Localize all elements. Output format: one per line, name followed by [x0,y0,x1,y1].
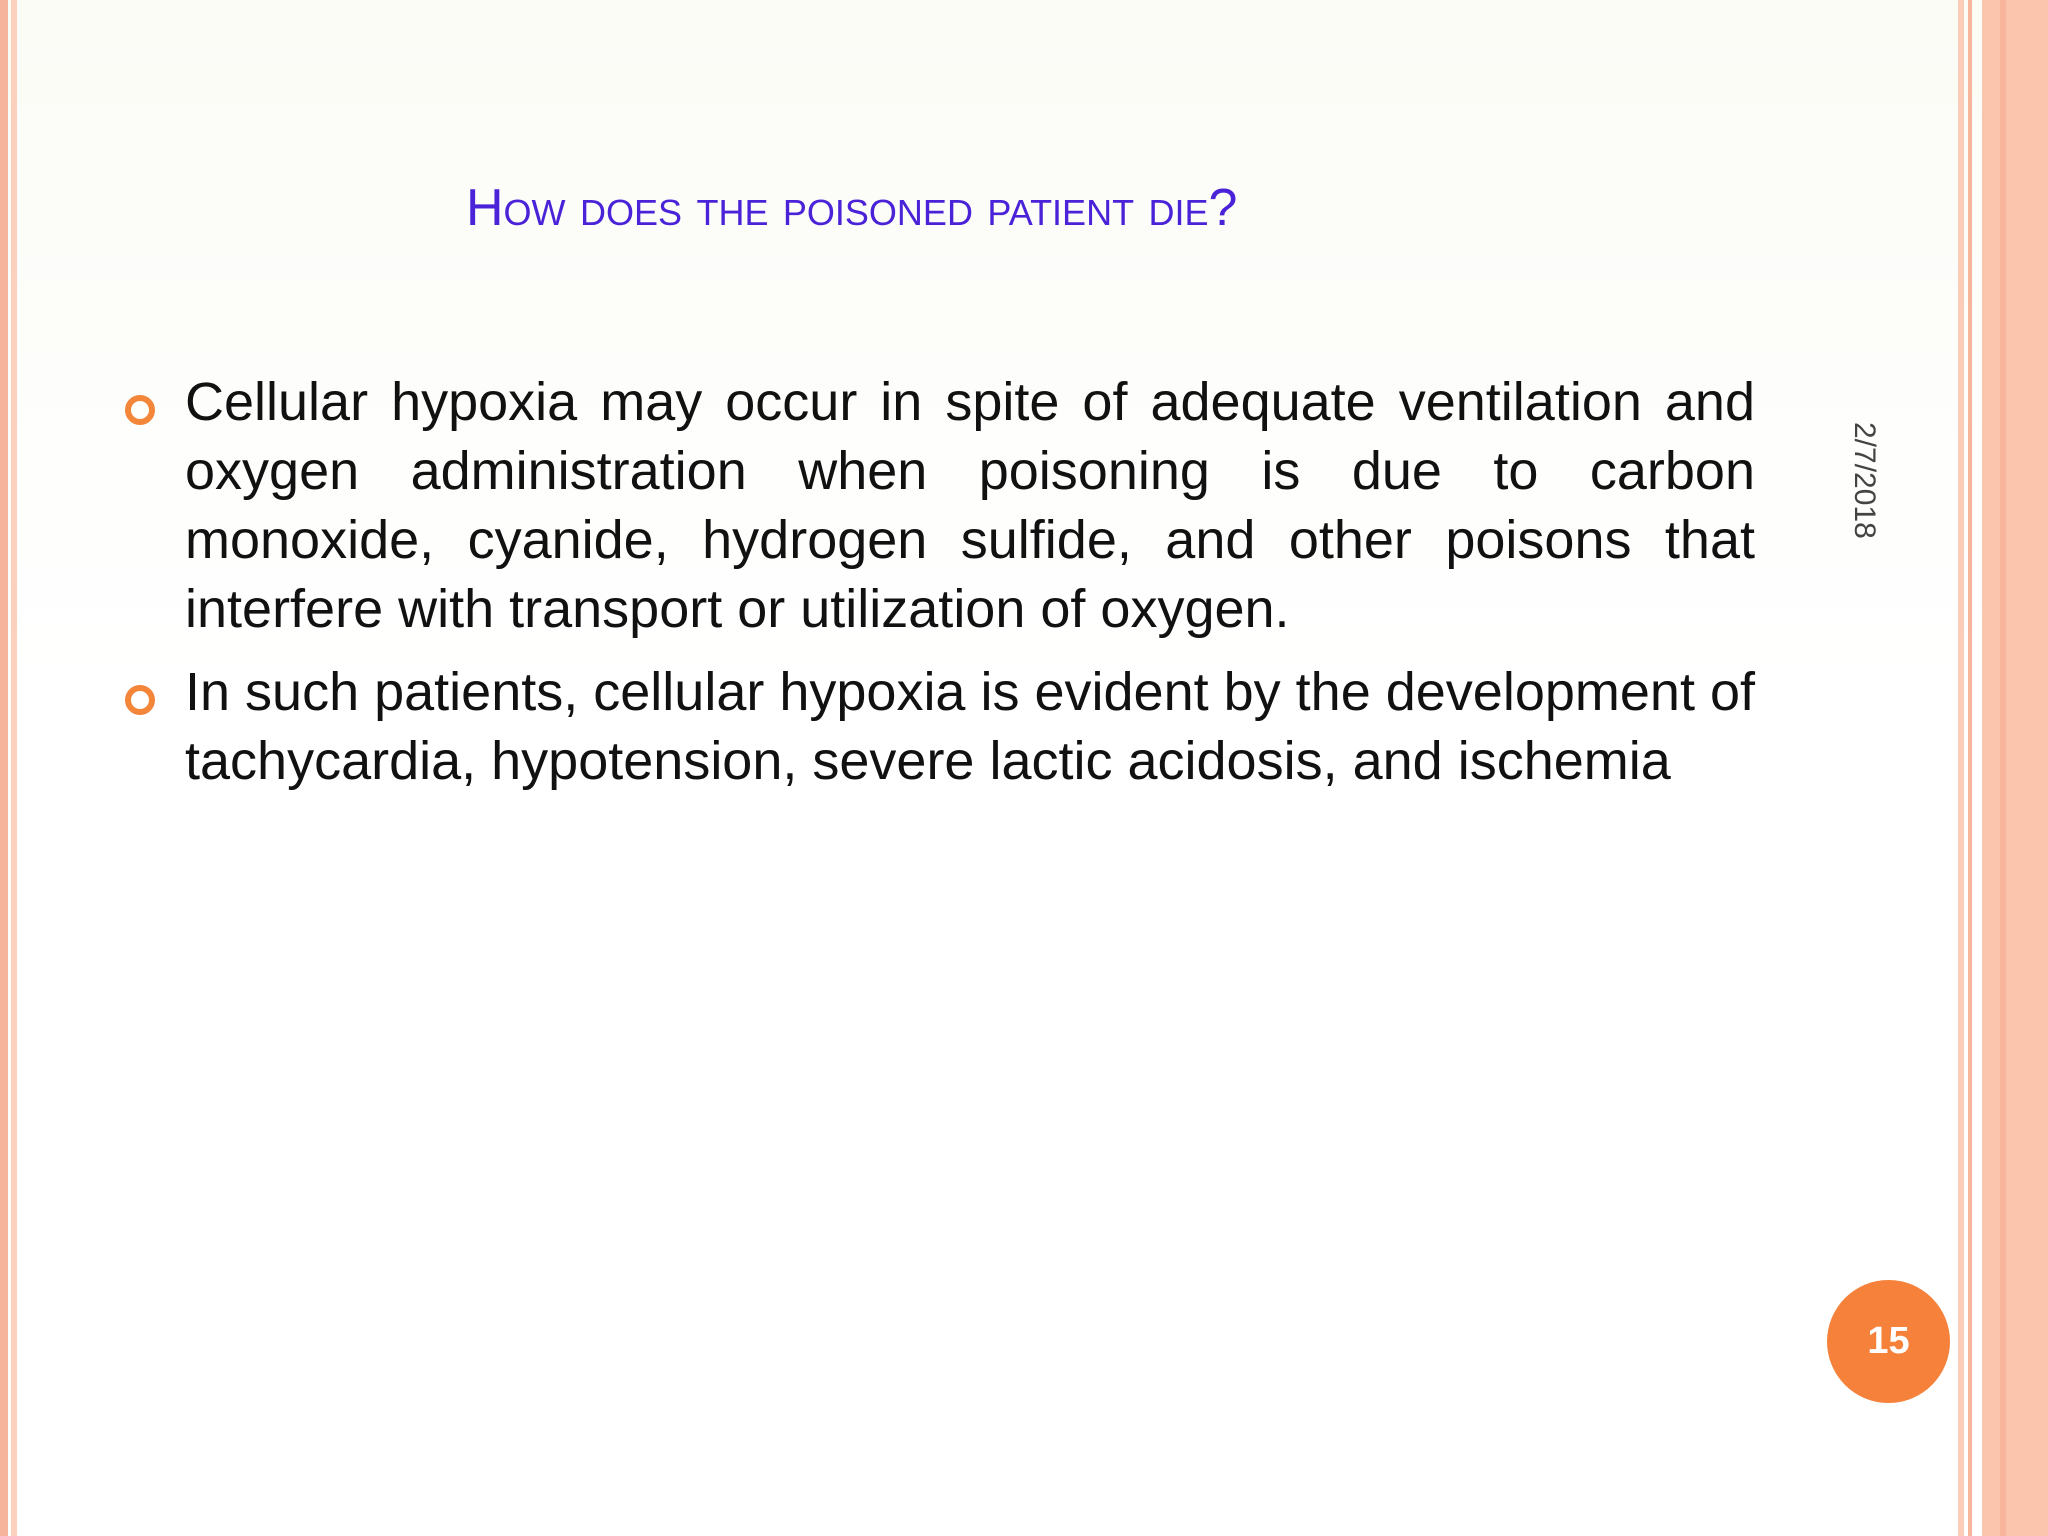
hollow-circle-icon [125,395,155,425]
bullet-text: In such patients, cellular hypoxia is evident by the development of tachycardia, hypotension, severe lactic acidosis, and ischemia [185,662,1755,791]
slide-date: 2/7/2018 [1848,422,1881,539]
bullet-item [120,658,1755,796]
bullet-text: Cellular hypoxia may occur in spite of adequate ventilation and oxygen administration when poisoning is due to carbon monoxide, cyanide, hydrogen sulfide, and other poisons that interfere with transport or utilization of oxygen. [185,372,1755,639]
right-border-stripe [1968,0,1972,1536]
bullet-list [120,368,1755,810]
left-border-stripe [0,0,8,1536]
hollow-circle-icon [125,685,155,715]
page-number-badge: 15 [1827,1280,1950,1403]
right-border-band [1982,0,2048,1536]
bullet-item [120,368,1755,644]
left-border-stripe [11,0,17,1536]
right-border-stripe [2000,0,2006,1536]
slide-title: How does the poisoned patient die? [466,179,1238,237]
right-border-stripe [1958,0,1964,1536]
